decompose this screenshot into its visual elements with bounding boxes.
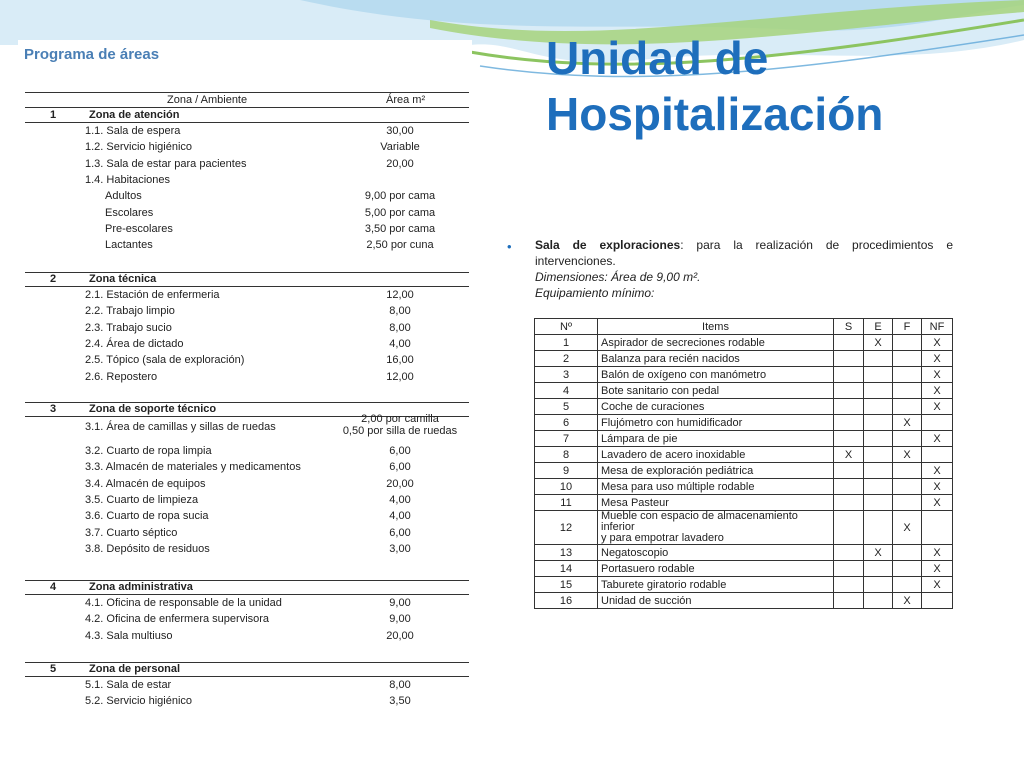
e-cell	[864, 495, 893, 511]
areas-program-document	[18, 40, 472, 720]
area-cell	[330, 190, 470, 202]
e-cell	[864, 447, 893, 463]
f-cell	[893, 561, 922, 577]
area-value: 4,00	[389, 493, 411, 506]
room-name-cell: 1.1. Sala de espera	[85, 125, 181, 137]
e-cell	[864, 561, 893, 577]
s-cell	[834, 335, 864, 351]
area-value: 20,00	[386, 477, 414, 490]
nf-cell: X	[922, 367, 953, 383]
room-name-cell: 2.6. Repostero	[85, 370, 158, 383]
f-cell	[893, 577, 922, 593]
number-cell: 9	[535, 463, 598, 479]
equipment-row	[535, 335, 953, 351]
section-header	[25, 581, 469, 595]
equipment-table	[534, 318, 953, 609]
area-cell	[330, 239, 470, 251]
e-cell	[864, 415, 893, 431]
column-header-zone: Zona / Ambiente	[167, 94, 248, 106]
room-name-cell: 2.3. Trabajo sucio	[85, 321, 172, 334]
s-cell	[834, 577, 864, 593]
column-header-items: Items	[598, 319, 834, 335]
nf-cell: X	[922, 577, 953, 593]
nf-cell: X	[922, 495, 953, 511]
section-title: Zona de atención	[89, 109, 180, 121]
room-name-cell: 5.1. Sala de estar	[85, 679, 172, 691]
equipment-row	[535, 351, 953, 367]
area-value: 4,00	[389, 510, 411, 523]
equipment-row	[535, 463, 953, 479]
item-cell: Negatoscopio	[598, 545, 834, 561]
number-cell: 1	[535, 335, 598, 351]
s-cell: X	[834, 447, 864, 463]
slide-title-line-1: Unidad de	[546, 32, 769, 84]
s-cell	[834, 351, 864, 367]
number-cell: 15	[535, 577, 598, 593]
number-cell: 14	[535, 561, 598, 577]
room-name: Sala de exploraciones	[535, 238, 681, 252]
e-cell	[864, 511, 893, 545]
f-cell	[893, 463, 922, 479]
area-cell	[330, 158, 470, 170]
f-cell: X	[893, 447, 922, 463]
f-cell	[893, 367, 922, 383]
column-header-number: Nº	[535, 319, 598, 335]
nf-cell	[922, 511, 953, 545]
nf-cell	[922, 415, 953, 431]
area-cell	[330, 630, 470, 642]
section-title: Zona de personal	[89, 663, 181, 675]
area-value: 20,00	[386, 157, 414, 170]
item-cell: Aspirador de secreciones rodable	[598, 335, 834, 351]
area-cell	[330, 695, 470, 707]
room-name-cell: 4.1. Oficina de responsable de la unidad	[85, 597, 282, 609]
s-cell	[834, 463, 864, 479]
area-cell	[330, 354, 470, 366]
equipment-table-body	[535, 335, 953, 609]
area-value: 3,00	[389, 542, 411, 555]
area-value: 12,00	[386, 289, 414, 301]
equipment-row	[535, 399, 953, 415]
item-cell	[598, 511, 834, 545]
equipment-row	[535, 495, 953, 511]
number-cell: 7	[535, 431, 598, 447]
room-name-cell: 1.4. Habitaciones	[85, 173, 170, 186]
nf-cell: X	[922, 545, 953, 561]
room-name-cell: 5.2. Servicio higiénico	[85, 695, 193, 708]
area-cell	[330, 597, 470, 609]
room-name-cell: 3.8. Depósito de residuos	[85, 542, 210, 555]
f-cell	[893, 479, 922, 495]
area-cell	[330, 494, 470, 506]
nf-cell: X	[922, 335, 953, 351]
column-header-nf: NF	[922, 319, 953, 335]
e-cell	[864, 479, 893, 495]
item-cell: Unidad de succión	[598, 593, 834, 609]
area-value: 2,00 por camilla	[361, 413, 439, 425]
column-header-area: Área m²	[386, 94, 426, 106]
section-title: Zona administrativa	[89, 581, 193, 593]
number-cell: 8	[535, 447, 598, 463]
room-name-cell: 2.4. Área de dictado	[85, 337, 184, 350]
nf-cell: X	[922, 399, 953, 415]
f-cell	[893, 399, 922, 415]
area-cell	[330, 338, 470, 350]
e-cell	[864, 431, 893, 447]
area-cell	[330, 543, 470, 555]
item-cell: Flujómetro con humidificador	[598, 415, 834, 431]
number-cell: 3	[535, 367, 598, 383]
room-name-cell: 4.3. Sala multiuso	[85, 629, 173, 642]
section-number: 1	[50, 109, 57, 121]
item-cell: Portasuero rodable	[598, 561, 834, 577]
e-cell	[864, 367, 893, 383]
room-description	[535, 237, 953, 301]
area-value: 6,00	[389, 526, 411, 539]
equipment-row	[535, 415, 953, 431]
area-value: 8,00	[389, 321, 411, 334]
room-name-cell: 1.3. Sala de estar para pacientes	[85, 157, 247, 170]
room-name-cell: 4.2. Oficina de enfermera supervisora	[85, 613, 270, 626]
room-name-cell: 3.7. Cuarto séptico	[85, 526, 178, 539]
section-header	[25, 273, 469, 287]
area-cell	[330, 322, 470, 334]
nf-cell	[922, 447, 953, 463]
area-value: 3,50 por cama	[364, 222, 436, 235]
column-header-s: S	[834, 319, 864, 335]
area-value: 5,00 por cama	[364, 206, 436, 219]
equipment-row	[535, 479, 953, 495]
area-cell	[330, 141, 470, 153]
f-cell	[893, 383, 922, 399]
room-name-cell: Pre-escolares	[105, 222, 173, 235]
room-name-cell: 2.2. Trabajo limpio	[85, 305, 175, 318]
s-cell	[834, 479, 864, 495]
f-cell: X	[893, 511, 922, 545]
area-value: 6,00	[389, 461, 411, 474]
column-header-f: F	[893, 319, 922, 335]
area-cell	[330, 510, 470, 522]
e-cell	[864, 351, 893, 367]
nf-cell: X	[922, 431, 953, 447]
s-cell	[834, 367, 864, 383]
number-cell: 5	[535, 399, 598, 415]
nf-cell: X	[922, 463, 953, 479]
room-name-cell: 2.1. Estación de enfermeria	[85, 289, 220, 301]
area-cell	[330, 371, 470, 383]
slide-title	[546, 30, 883, 142]
room-name-cell: Adultos	[105, 190, 142, 203]
room-name-cell: Escolares	[105, 206, 154, 219]
f-cell	[893, 495, 922, 511]
room-name-cell: Lactantes	[105, 239, 153, 252]
equipment-row	[535, 577, 953, 593]
equipment-row	[535, 367, 953, 383]
s-cell	[834, 593, 864, 609]
area-value: 30,00	[386, 125, 414, 137]
area-cell	[330, 207, 470, 219]
slide-title-line-2: Hospitalización	[546, 88, 884, 140]
area-value: 12,00	[386, 370, 414, 383]
s-cell	[834, 545, 864, 561]
room-name-cell: 3.5. Cuarto de limpieza	[85, 493, 199, 506]
e-cell	[864, 399, 893, 415]
nf-cell: X	[922, 351, 953, 367]
number-cell: 13	[535, 545, 598, 561]
s-cell	[834, 415, 864, 431]
s-cell	[834, 495, 864, 511]
room-name-cell: 2.5. Tópico (sala de exploración)	[85, 354, 245, 367]
area-value: 8,00	[389, 305, 411, 318]
section-number: 3	[50, 403, 57, 415]
room-name-cell: 3.4. Almacén de equipos	[85, 477, 206, 490]
e-cell	[864, 383, 893, 399]
nf-cell: X	[922, 479, 953, 495]
f-cell: X	[893, 593, 922, 609]
area-cell	[330, 413, 470, 437]
room-name-cell: 3.6. Cuarto de ropa sucia	[85, 510, 209, 523]
e-cell: X	[864, 335, 893, 351]
equipment-row	[535, 431, 953, 447]
area-cell	[330, 527, 470, 539]
number-cell: 4	[535, 383, 598, 399]
area-cell	[330, 461, 470, 473]
section-number: 5	[50, 663, 57, 675]
section-title: Zona técnica	[89, 273, 157, 285]
number-cell: 10	[535, 479, 598, 495]
section-title: Zona de soporte técnico	[89, 403, 217, 415]
equipment-row	[535, 383, 953, 399]
nf-cell: X	[922, 383, 953, 399]
equipment-table-header	[535, 319, 953, 335]
section-header	[25, 663, 469, 677]
equipment-row	[535, 447, 953, 463]
number-cell: 12	[535, 511, 598, 545]
area-cell	[330, 478, 470, 490]
area-cell	[330, 289, 470, 301]
item-cell: Mesa de exploración pediátrica	[598, 463, 834, 479]
e-cell	[864, 593, 893, 609]
area-cell	[330, 125, 470, 137]
room-dimensions: Dimensiones: Área de 9,00 m².	[535, 270, 701, 284]
area-cell	[330, 445, 470, 457]
nf-cell	[922, 593, 953, 609]
f-cell	[893, 351, 922, 367]
s-cell	[834, 431, 864, 447]
room-purpose: : para la realización de procedimientos e intervenciones.	[535, 238, 953, 268]
section-number: 4	[50, 581, 57, 593]
equipment-row	[535, 561, 953, 577]
area-value: 3,50	[389, 695, 411, 708]
item-cell: Taburete giratorio rodable	[598, 577, 834, 593]
e-cell: X	[864, 545, 893, 561]
area-value: 9,00	[389, 597, 411, 609]
area-value: 20,00	[386, 629, 414, 642]
e-cell	[864, 463, 893, 479]
area-cell	[330, 223, 470, 235]
number-cell: 2	[535, 351, 598, 367]
area-value-secondary: 0,50 por silla de ruedas	[342, 425, 458, 437]
item-text: Mueble con espacio de almacenamiento inferior	[601, 510, 798, 533]
area-cell	[330, 305, 470, 317]
area-value: 4,00	[389, 337, 411, 350]
bullet-icon: •	[507, 239, 512, 254]
room-name-cell: 3.3. Almacén de materiales y medicamentos	[85, 461, 301, 474]
item-cell: Mesa para uso múltiple rodable	[598, 479, 834, 495]
f-cell: X	[893, 415, 922, 431]
area-cell	[330, 679, 470, 691]
room-name-cell: 1.2. Servicio higiénico	[85, 141, 193, 154]
number-cell: 16	[535, 593, 598, 609]
item-cell: Mesa Pasteur	[598, 495, 834, 511]
number-cell: 11	[535, 495, 598, 511]
item-cell: Lavadero de acero inoxidable	[598, 447, 834, 463]
s-cell	[834, 383, 864, 399]
item-cell: Bote sanitario con pedal	[598, 383, 834, 399]
e-cell	[864, 577, 893, 593]
s-cell	[834, 561, 864, 577]
equipment-row	[535, 545, 953, 561]
f-cell	[893, 335, 922, 351]
item-cell: Lámpara de pie	[598, 431, 834, 447]
area-value: Variable	[380, 141, 420, 154]
nf-cell: X	[922, 561, 953, 577]
item-cell: Coche de curaciones	[598, 399, 834, 415]
section-number: 2	[50, 273, 57, 285]
area-value: 9,00 por cama	[364, 190, 436, 203]
item-text-line-2: y para empotrar lavadero	[601, 532, 724, 544]
f-cell	[893, 545, 922, 561]
program-table-header	[25, 92, 469, 108]
item-cell: Balón de oxígeno con manómetro	[598, 367, 834, 383]
equipment-label: Equipamiento mínimo:	[535, 286, 655, 300]
program-heading: Programa de áreas	[24, 46, 160, 63]
area-value: 6,00	[389, 445, 411, 457]
column-header-e: E	[864, 319, 893, 335]
f-cell	[893, 431, 922, 447]
area-value: 9,00	[389, 613, 411, 626]
area-cell	[330, 613, 470, 625]
area-value: 8,00	[389, 679, 411, 691]
section-header	[25, 109, 469, 123]
equipment-row	[535, 511, 953, 545]
room-name-cell: 3.2. Cuarto de ropa limpia	[85, 445, 212, 457]
s-cell	[834, 511, 864, 545]
number-cell: 6	[535, 415, 598, 431]
area-value: 16,00	[386, 354, 414, 367]
s-cell	[834, 399, 864, 415]
item-cell: Balanza para recién nacidos	[598, 351, 834, 367]
area-value: 2,50 por cuna	[366, 239, 434, 252]
equipment-row	[535, 593, 953, 609]
room-name-cell: 3.1. Área de camillas y sillas de ruedas	[85, 421, 276, 433]
